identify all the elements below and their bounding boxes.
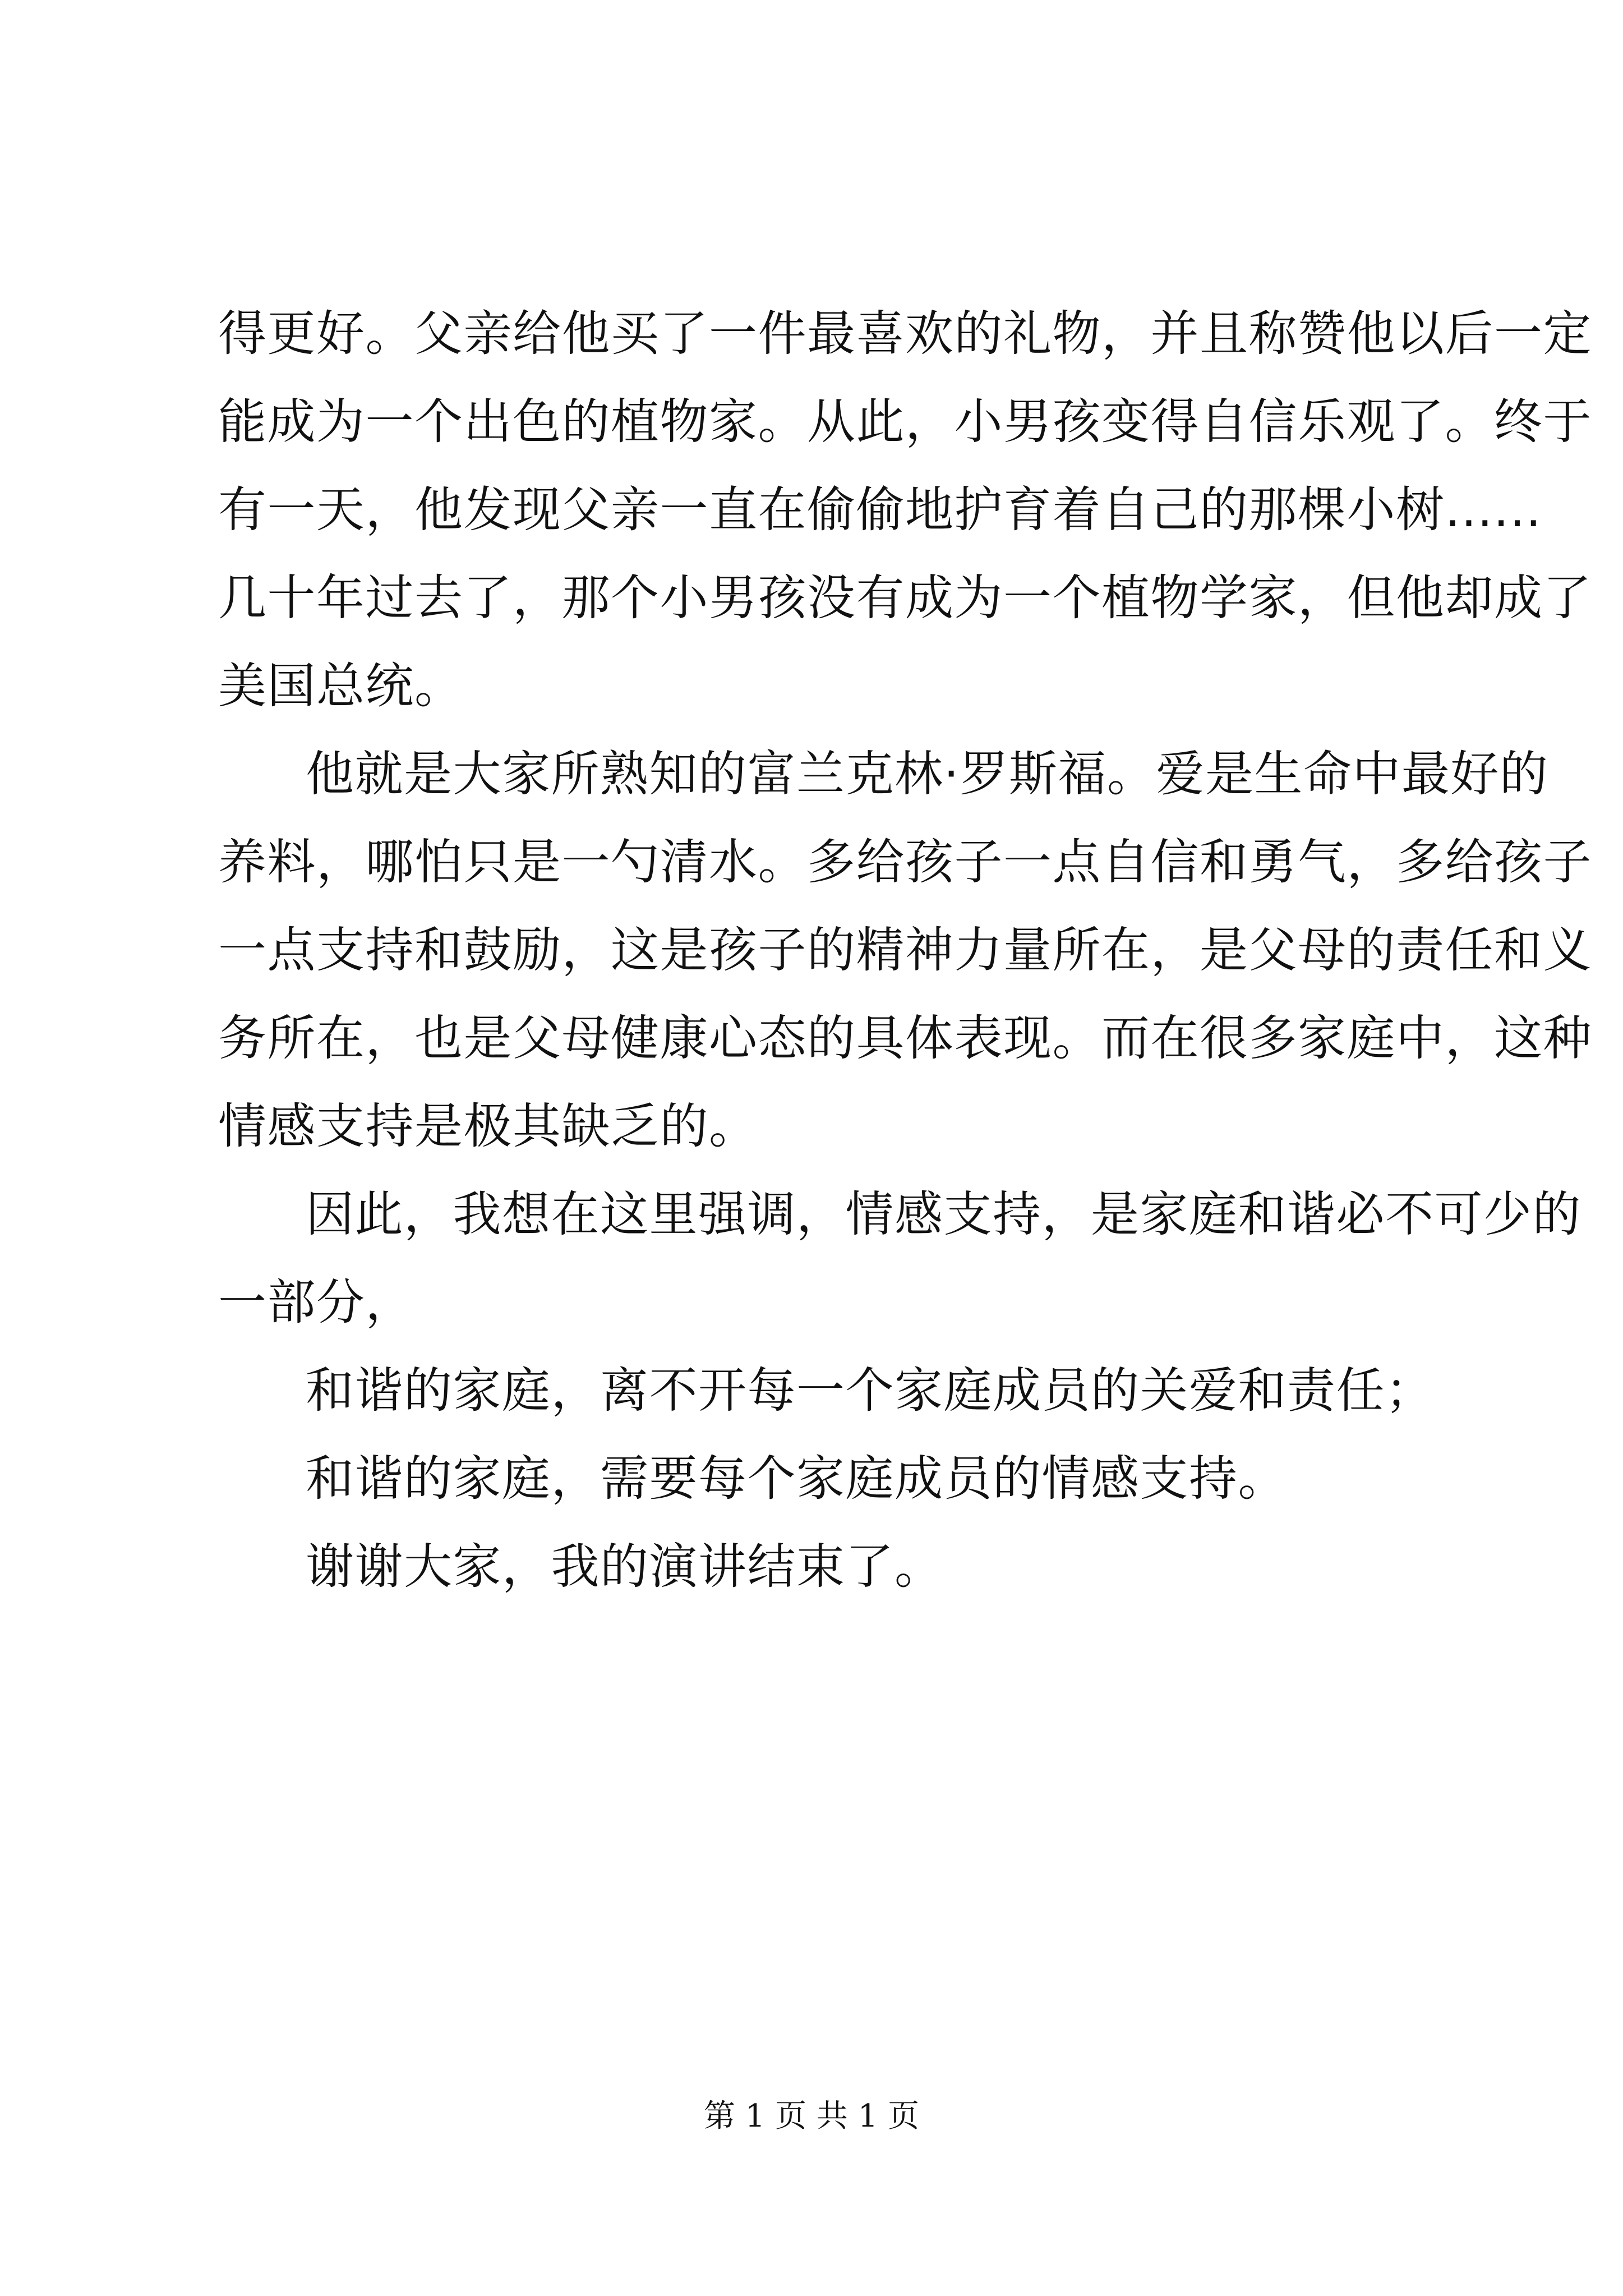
text-line: 情感支持是极其缺乏的。 <box>218 1098 758 1154</box>
text-line: 他就是大家所熟知的富兰克林·罗斯福。爱是生命中最好的 <box>306 746 1549 802</box>
text-line: 几十年过去了，那个小男孩没有成为一个植物学家，但他却成了 <box>218 570 1592 626</box>
text-line: 美国总统。 <box>218 658 464 714</box>
page-number-footer: 第 1 页 共 1 页 <box>703 2098 920 2134</box>
text-line: 和谐的家庭，离不开每一个家庭成员的关爱和责任； <box>306 1363 1435 1419</box>
text-line: 务所在，也是父母健康心态的具体表现。而在很多家庭中，这种 <box>218 1010 1592 1066</box>
text-line: 和谐的家庭，需要每个家庭成员的情感支持。 <box>306 1451 1287 1507</box>
text-line: 有一天，他发现父亲一直在偷偷地护育着自己的那棵小树...... <box>218 482 1542 538</box>
text-line: 一部分， <box>218 1274 414 1331</box>
text-line: 谢谢大家，我的演讲结束了。 <box>306 1539 944 1595</box>
text-line: 能成为一个出色的植物家。从此，小男孩变得自信乐观了。终于 <box>218 394 1592 450</box>
text-line: 得更好。父亲给他买了一件最喜欢的礼物，并且称赞他以后一定 <box>218 306 1592 362</box>
text-line: 一点支持和鼓励，这是孩子的精神力量所在，是父母的责任和义 <box>218 922 1592 978</box>
text-line: 养料，哪怕只是一勺清水。多给孩子一点自信和勇气，多给孩子 <box>218 834 1592 890</box>
text-line: 因此，我想在这里强调，情感支持，是家庭和谐必不可少的 <box>306 1186 1581 1243</box>
